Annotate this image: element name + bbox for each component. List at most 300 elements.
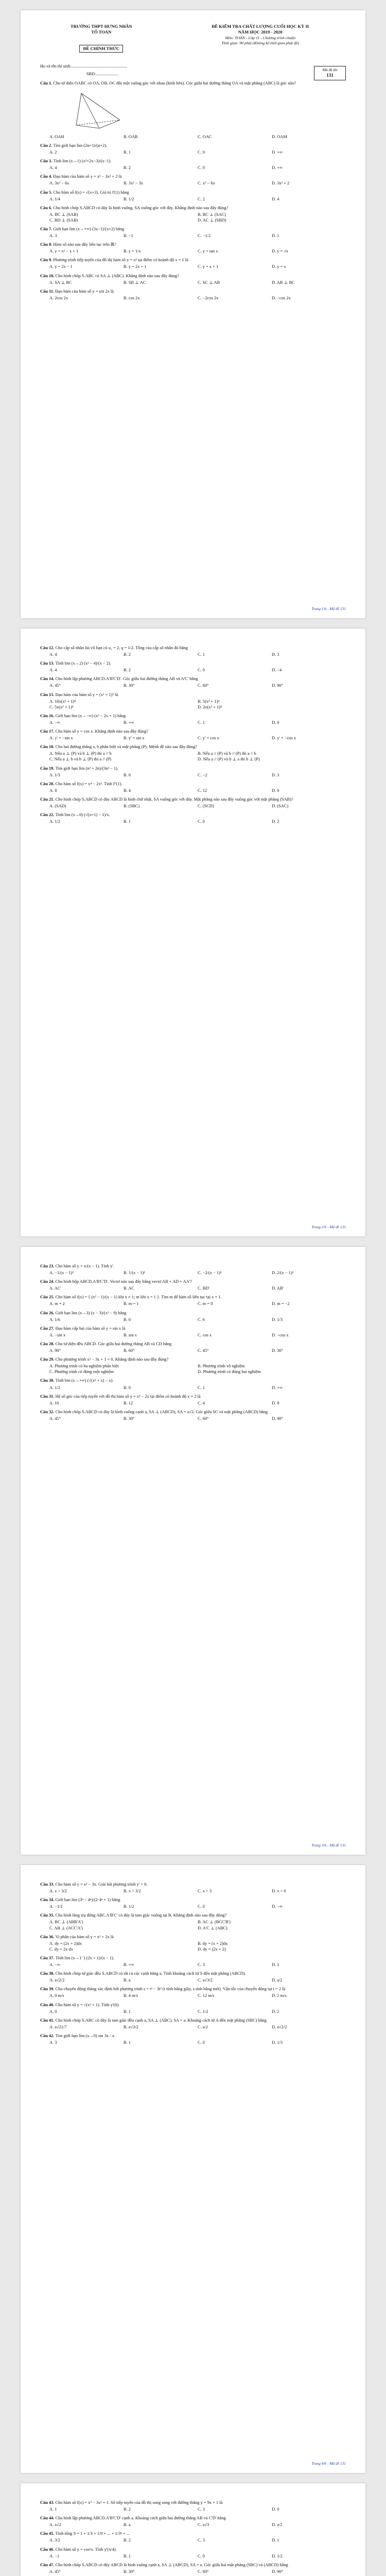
answer-options — [49, 720, 346, 725]
question-number: Câu 8. — [40, 242, 54, 247]
question-stem — [40, 2515, 346, 2521]
answer-option: B. −1 — [124, 233, 133, 239]
answer-option: D. 3 — [272, 772, 279, 777]
answer-option: D. 1/2 — [272, 2553, 283, 2558]
question-stem — [40, 1279, 346, 1284]
answer-option: A. 45° — [49, 1416, 61, 1421]
question — [40, 2002, 346, 2014]
answer-options — [49, 2569, 346, 2574]
answer-option: D. y = x — [272, 264, 286, 269]
answer-option: B. 1 — [124, 150, 131, 155]
question-stem — [40, 226, 346, 232]
answer-option: D. AB ⊥ BC — [272, 280, 295, 285]
answer-option: D. m = −2 — [272, 1301, 290, 1307]
answer-options — [49, 1348, 346, 1353]
question-text: Cho tứ diện đều ABCD. Góc giữa hai đường thẳng AB và CD bằng — [55, 1341, 172, 1346]
answer-option: C. m = 0 — [198, 1301, 213, 1307]
answer-options — [49, 280, 346, 285]
answer-option: B. 2 — [124, 165, 131, 171]
answer-option: C. 6 — [198, 1317, 205, 1322]
question-text: Hệ số góc của tiếp tuyến với đồ thị hàm số y = x³ − 2x tại điểm có hoành độ x = 2 là — [55, 1394, 201, 1399]
question-text: Cho hình chóp S.ABCD có đáy ABCD là hình chữ nhật, SA vuông góc với đáy. Mặt phẳng nào sau đây vuông góc với mặt phẳng (SAB)? — [55, 796, 293, 802]
question-text: Cho hình chóp S.ABCD có đáy là hình vuông, SA vuông góc với đáy. Khẳng định nào sau đây đúng? — [53, 205, 229, 210]
answer-option: C. 12 m/s — [198, 1993, 215, 1998]
answer-option: D. 2 m/s — [272, 1993, 287, 1998]
question-number: Câu 6. — [40, 205, 54, 210]
answer-options — [49, 683, 346, 688]
answer-option: B. 2 — [124, 2538, 131, 2543]
question-number: Câu 21. — [40, 796, 56, 802]
question-stem — [40, 1378, 346, 1383]
answer-options — [49, 2009, 346, 2014]
answer-option: B. 0 — [124, 1385, 131, 1390]
answer-option: D. 3x² + 2 — [272, 181, 290, 186]
answer-option: D. (SAC) — [272, 803, 289, 808]
answer-option: C. 4 — [198, 1400, 205, 1405]
answer-option: D. AC ⊥ (SBD) — [198, 217, 226, 223]
question-text: Cho hai đường thẳng a, b phân biệt và mặt phẳng (P). Mệnh đề nào sau đây đúng? — [55, 744, 197, 750]
answer-option: A. SA ⊥ BC — [49, 280, 72, 285]
answer-options — [49, 819, 346, 824]
answer-options — [49, 1301, 346, 1307]
answer-option: B. y' = sin x — [124, 736, 145, 741]
question-number: Câu 38. — [40, 1971, 56, 1976]
question — [40, 2531, 346, 2543]
answer-option: B. +∞ — [124, 1962, 134, 1968]
answer-options — [49, 149, 346, 155]
question-number: Câu 35. — [40, 1913, 56, 1918]
exam-code-label: Mã đề thi — [322, 67, 338, 72]
exam-title: ĐỀ KIỂM TRA CHẤT LƯỢNG CUỐI HỌC KỲ II — [212, 24, 309, 29]
question-stem — [40, 660, 346, 666]
answer-option: D. −4 — [272, 668, 282, 673]
answer-option: B. a — [124, 2522, 131, 2528]
question — [40, 1294, 346, 1307]
question-text: Tính tổng S = 1 + 1/3 + 1/9 + ... + 1/3ⁿ + ... — [55, 2531, 130, 2536]
answer-option: A. 10x(x² + 1)⁴ — [49, 699, 76, 704]
question-text: Cho phương trình x³ − 3x + 1 = 0. Khẳng định nào sau đây đúng? — [55, 1357, 169, 1362]
question-text: Cho hình chóp S.ABC có đáy là tam giác đều cạnh a, SA ⊥ (ABC), SA = a. Khoảng cách từ A đến mặt phẳng (SBC) bằng — [55, 2018, 267, 2023]
question-text: Hàm số nào sau đây liên tục trên ℝ? — [53, 242, 116, 247]
question-text: Cho hình chóp tứ giác đều S.ABCD có tất cả các cạnh bằng a. Tính khoảng cách từ S đến mặt phẳng (ABCD). — [55, 1971, 246, 1976]
answer-option: C. 45° — [198, 1348, 209, 1353]
answer-option: A. −∞ — [49, 1962, 60, 1968]
answer-options — [49, 1977, 346, 1983]
question-text: Cho hàm số f(x) = x⁴ − 2x². Tính f''(1). — [55, 781, 122, 786]
question-text: Cho hàm số y = cos²x. Tính y'(π/4). — [55, 2547, 117, 2552]
answer-option: C. 0 — [198, 819, 205, 824]
answer-options — [49, 803, 346, 809]
answer-option: C. AB ⊥ (ACC'A') — [49, 1925, 83, 1930]
answer-option: B. x < 3/2 — [124, 1889, 141, 1894]
answer-option: A. Phương trình có ba nghiệm phân biệt — [49, 1364, 119, 1369]
question — [40, 2547, 346, 2559]
answer-option: B. AC ⊥ (BCC'B') — [198, 1920, 231, 1925]
question — [40, 781, 346, 793]
answer-options — [49, 735, 346, 741]
exam-page-5 — [21, 2483, 365, 2576]
answer-option: D. 0 — [272, 788, 279, 793]
question-text: Tính lim (x→2) (x² − 4)/(x − 2). — [55, 661, 111, 666]
question-number: Câu 40. — [40, 2002, 56, 2007]
answer-option: B. 2 — [124, 652, 131, 657]
answer-options — [49, 772, 346, 778]
question-stem — [40, 242, 346, 247]
question-stem — [40, 1394, 346, 1399]
answer-option: D. y' = −cos x — [272, 736, 296, 741]
question — [40, 728, 346, 741]
question — [40, 660, 346, 673]
answer-option: B. 0 — [124, 1317, 131, 1322]
answer-option: B. Nếu a // (P) và b // (P) thì a // b — [198, 751, 256, 756]
question-number: Câu 1. — [40, 80, 54, 86]
answer-options — [49, 788, 346, 793]
answer-option: C. 60° — [198, 683, 209, 688]
answer-option: B. 1 — [124, 2040, 131, 2045]
answer-option: D. AB' — [272, 1286, 284, 1291]
answer-option: B. Phương trình vô nghiệm — [198, 1364, 245, 1369]
answer-option: A. 10 — [49, 1400, 59, 1405]
question-text: Cho hình lăng trụ đứng ABC.A'B'C' có đáy là tam giác vuông tại B. Khẳng định nào sau đây đúng? — [55, 1913, 227, 1918]
answer-options — [49, 1941, 346, 1952]
answer-option: B. +∞ — [124, 720, 134, 725]
answer-option: D. 0 — [272, 720, 279, 725]
candidate-name-line: Họ và tên thí sinh:..................................................... — [40, 64, 127, 69]
question-text: Cho chuyển động thẳng xác định bởi phương trình s = t³ − 3t² (t tính bằng giây, s tính bằng mét). Vận tốc của chuyển động tại t = 2 là — [55, 1987, 286, 1992]
question-stem — [40, 1294, 346, 1300]
answer-option: A. 2 — [49, 150, 57, 155]
question-stem — [40, 1912, 346, 1918]
question — [40, 1986, 346, 1998]
answer-option: B. 1/(x − 1)² — [124, 1270, 145, 1276]
question-text: Tìm giới hạn lim (n² + 2n)/(3n² − 1). — [55, 766, 118, 771]
question — [40, 1357, 346, 1375]
question-text: Tìm giới hạn lim (x→0) sin 3x / x. — [55, 2033, 115, 2038]
answer-option: B. SB ⊥ AC — [124, 280, 146, 285]
question — [40, 257, 346, 269]
question-number: Câu 46. — [40, 2547, 56, 2552]
answer-options — [49, 134, 346, 140]
question-text: Cho hàm số f(x) = { (x² − 1)/(x − 1) khi x ≠ 1; m khi x = 1 }. Tìm m để hàm số liên tục tại x = 1. — [55, 1295, 222, 1300]
answer-options — [49, 212, 346, 223]
question-stem — [40, 692, 346, 698]
answer-option: B. dy = (x + 2)dx — [198, 1941, 228, 1946]
answer-options — [49, 1317, 346, 1323]
answer-option: B. 12 — [124, 1400, 133, 1405]
answer-options — [49, 2506, 346, 2512]
answer-option: A. −1/2 — [49, 1904, 63, 1909]
official-label: ĐỀ CHÍNH THỨC — [79, 45, 123, 53]
question-text: Giới hạn lim (3ⁿ − 4ⁿ)/(2·4ⁿ + 1) bằng — [55, 1897, 120, 1903]
question-text: Cho hình lập phương ABCD.A'B'C'D'. Góc giữa hai đường thẳng AB và A'C' bằng — [55, 676, 198, 682]
question-text: Giới hạn lim (x→3) (x − 3)/(x² − 9) bằng — [55, 1310, 127, 1315]
answer-option: A. 3 — [49, 233, 57, 239]
answer-option: B. OAB — [124, 134, 138, 139]
question — [40, 174, 346, 186]
answer-option: B. 60° — [124, 1348, 135, 1353]
question-number: Câu 5. — [40, 190, 54, 195]
answer-option: A. BC ⊥ (SAB) — [49, 212, 78, 217]
question-stem — [40, 143, 346, 148]
question-number: Câu 12. — [40, 646, 56, 650]
question-number: Câu 37. — [40, 1955, 56, 1960]
answer-option: C. 1 — [198, 652, 205, 657]
question — [40, 766, 346, 778]
question-list — [40, 1263, 346, 1421]
question-text: Tìm giới hạn lim (2n+1)/(n+2). — [53, 143, 108, 148]
answer-option: A. 4 — [49, 668, 57, 673]
question-number: Câu 20. — [40, 781, 56, 786]
answer-option: D. 90° — [272, 683, 283, 688]
answer-option: D. a√2/2 — [272, 2024, 287, 2029]
question-text: Cho hình chóp S.ABCD có đáy ABCD là hình vuông cạnh a, SA ⊥ (ABCD), SA = a. Góc giữa hai mặt phẳng (SBC) và (ABCD) bằng — [55, 2562, 288, 2567]
question-text: Cho cấp số nhân lùi vô hạn có u₁ = 2, q = 1/2. Tổng của cấp số nhân đó bằng — [55, 646, 188, 650]
answer-option: A. a√2/2 — [49, 1978, 65, 1983]
answer-option: D. +∞ — [272, 1385, 283, 1390]
exam-header — [40, 24, 346, 53]
question-stem — [40, 1882, 346, 1887]
question-number: Câu 32. — [40, 1409, 56, 1414]
question-stem — [40, 158, 346, 164]
answer-option: C. Nếu a ⊥ b và b ⊥ (P) thì a // (P) — [49, 757, 112, 762]
question — [40, 80, 346, 140]
question-text: Cho tứ diện OABC có OA, OB, OC đôi một vuông góc với nhau (hình bên). Góc giữa hai đường thẳng OA và mặt phẳng (ABC) là góc nào? — [53, 80, 296, 86]
question-text: Vi phân của hàm số y = x² + 2x là — [55, 1934, 114, 1939]
question-stem — [40, 1357, 346, 1362]
answer-option: C. 3 — [198, 2538, 205, 2543]
answer-option: B. 2 — [124, 668, 131, 673]
question-stem — [40, 1955, 346, 1961]
answer-option: A. y' = −sin x — [49, 736, 73, 741]
answer-option: C. 12 — [198, 788, 207, 793]
question-stem — [40, 2500, 346, 2505]
answer-options — [49, 2537, 346, 2543]
answer-option: A. 45° — [49, 683, 61, 688]
question — [40, 1934, 346, 1952]
question-stem — [40, 1263, 346, 1269]
tetrahedron-figure — [71, 89, 128, 130]
question-list — [40, 80, 346, 301]
question — [40, 1310, 346, 1323]
answer-option: B. 30° — [124, 2569, 135, 2574]
answer-options — [49, 1993, 346, 1998]
question — [40, 1326, 346, 1338]
question-stem — [40, 645, 346, 651]
subject: Môn: TOÁN - Lớp 11 - Chương trình chuẩn — [225, 35, 295, 40]
answer-options — [49, 165, 346, 171]
question — [40, 1882, 346, 1894]
answer-option: B. a — [124, 1978, 131, 1983]
question — [40, 1394, 346, 1406]
question-stem — [40, 2018, 346, 2023]
answer-option: A. 1 — [49, 2507, 57, 2512]
question-number: Câu 23. — [40, 1264, 56, 1268]
answer-option: D. 30° — [272, 1348, 283, 1353]
question-text: Cho hàm số y = x/(x − 1). Tính y'. — [55, 1264, 114, 1268]
question-stem — [40, 812, 346, 818]
question-text: Cho hình hộp ABCD.A'B'C'D'. Vectơ nào sau đây bằng vectơ AB + AD + AA'? — [55, 1279, 192, 1284]
answer-options — [49, 196, 346, 202]
question — [40, 2500, 346, 2512]
question-text: Cho hình chóp S.ABC có SA ⊥ (ABC). Khẳng định nào sau đây đúng? — [55, 273, 179, 278]
page-footer: Trang 1/6 - Mã đề 131 — [311, 606, 346, 611]
question — [40, 796, 346, 809]
question-text: Cho hàm số f(x) = √(x+3). Giá trị f'(1) bằng — [53, 190, 129, 195]
answer-option: B. (SBC) — [124, 803, 140, 808]
question-text: Cho hàm số f(x) = x³ − 3x² + 1. Số tiếp tuyến của đồ thị song song với đường thẳng y = 9x + 1 là — [55, 2500, 223, 2505]
answer-option: A. 2cos 2x — [49, 295, 68, 300]
question-number: Câu 42. — [40, 2033, 56, 2038]
answer-option: B. 2 — [124, 2507, 131, 2512]
question-stem — [40, 2547, 346, 2552]
answer-option: B. sin x — [124, 1332, 137, 1337]
answer-option: A. 90° — [49, 1348, 61, 1353]
question-number: Câu 9. — [40, 258, 54, 263]
answer-option: B. 1/2 — [124, 1904, 134, 1909]
question-stem — [40, 2531, 346, 2536]
answer-option: A. 4 — [49, 652, 57, 657]
answer-option: C. 0 — [198, 150, 205, 155]
question-stem — [40, 713, 346, 719]
answer-option: B. 1 — [124, 819, 131, 824]
question-stem — [40, 174, 346, 179]
answer-option: A. BC ⊥ (ABB'A') — [49, 1920, 83, 1925]
answer-option: A. 1/2 — [49, 819, 60, 824]
question-text: Giới hạn lim (x→−∞) (x³ − 2x + 1) bằng — [55, 713, 126, 718]
answer-option: C. 1 — [198, 720, 205, 725]
answer-option: A. 1/2 — [49, 1385, 60, 1390]
answer-option: C. SC ⊥ AB — [198, 280, 220, 285]
question-stem — [40, 2033, 346, 2039]
answer-option: C. Phương trình có đúng một nghiệm — [49, 1369, 114, 1375]
answer-option: D. Nếu a // (P) và b ⊥ a thì b ⊥ (P) — [198, 757, 260, 762]
answer-option: A. y = x³ − x + 1 — [49, 249, 79, 254]
answer-options — [49, 1904, 346, 1909]
question-stem — [40, 2562, 346, 2568]
question-text: Tính lim (x→1) (x²+2x−3)/(x−1). — [53, 159, 112, 164]
question-stem — [40, 1409, 346, 1415]
question-list — [40, 2500, 346, 2576]
answer-option: D. 1 — [272, 1962, 279, 1968]
question-list — [40, 1882, 346, 2045]
question — [40, 1971, 346, 1983]
answer-option: A. −1/(x − 1)² — [49, 1270, 74, 1276]
answer-option: D. 3 — [272, 652, 279, 657]
question-number: Câu 13. — [40, 661, 56, 666]
answer-option: B. AC — [124, 1286, 134, 1291]
question — [40, 812, 346, 824]
answer-option: C. OAC — [198, 134, 212, 139]
answer-options — [49, 652, 346, 657]
question-text: Phương trình tiếp tuyến của đồ thị hàm số y = x² tại điểm có hoành độ x = 1 là — [53, 258, 188, 263]
answer-options — [49, 1363, 346, 1375]
answer-option: D. 1 — [272, 2538, 279, 2543]
question-number: Câu 26. — [40, 1310, 56, 1315]
answer-options — [49, 1962, 346, 1968]
answer-option: A. dy = (2x + 2)dx — [49, 1941, 82, 1946]
answer-option: D. 2x(x² + 1)⁴ — [198, 704, 222, 709]
question-number: Câu 28. — [40, 1341, 56, 1346]
answer-option: C. 0 — [198, 2040, 205, 2045]
question-stem — [40, 1326, 346, 1331]
question-number: Câu 17. — [40, 729, 56, 734]
question-number: Câu 22. — [40, 812, 56, 818]
question-number: Câu 39. — [40, 1987, 56, 1992]
answer-option: C. −1/2 — [198, 233, 211, 239]
question-stem — [40, 676, 346, 682]
question-number: Câu 24. — [40, 1279, 56, 1284]
exam-time: Thời gian: 90 phút (Không kể thời gian phát đề) — [221, 40, 299, 45]
answer-option: D. 8 — [272, 1400, 279, 1405]
question — [40, 289, 346, 301]
question-stem — [40, 728, 346, 734]
question — [40, 242, 346, 254]
question-stem — [40, 766, 346, 771]
question-stem — [40, 2002, 346, 2008]
question-stem — [40, 273, 346, 279]
question-number: Câu 29. — [40, 1357, 56, 1362]
question-stem — [40, 205, 346, 211]
question-text: Đạo hàm của hàm số y = x³ − 3x² + 2 là — [53, 174, 122, 179]
answer-option: B. y = 1/x — [124, 249, 141, 254]
question-number: Câu 3. — [40, 159, 54, 164]
answer-options — [49, 1888, 346, 1894]
answer-option: A. 1/4 — [49, 196, 60, 201]
answer-option: A. m = 2 — [49, 1301, 65, 1307]
answer-option: C. 2 — [198, 196, 205, 201]
question-number: Câu 11. — [40, 289, 56, 294]
page-footer: Trang 2/6 - Mã đề 131 — [311, 1225, 346, 1229]
answer-options — [49, 1400, 346, 1406]
question-stem — [40, 1971, 346, 1976]
question-stem — [40, 1986, 346, 1992]
question — [40, 1897, 346, 1909]
answer-option: B. 1 — [124, 2009, 131, 2014]
question — [40, 1341, 346, 1353]
answer-option: A. 0 — [49, 2009, 57, 2014]
answer-option: D. a/2 — [272, 1978, 283, 1983]
answer-option: D. 0 — [272, 2507, 279, 2512]
answer-option: C. 0 — [198, 1904, 205, 1909]
question-number: Câu 15. — [40, 692, 56, 697]
answer-option: C. y = tan x — [198, 249, 218, 254]
answer-option: A. 4 — [49, 165, 57, 171]
question-stem — [40, 257, 346, 263]
answer-option: A. 1/3 — [49, 772, 60, 777]
answer-option: A. 3x² − 6x — [49, 181, 69, 186]
answer-option: B. 3x² − 3x — [124, 181, 143, 186]
answer-option: C. 1 — [198, 1385, 205, 1390]
question-stem — [40, 190, 346, 195]
question-stem — [40, 1310, 346, 1316]
exam-page-1 — [21, 10, 365, 618]
answer-option: B. 1 — [124, 2553, 131, 2558]
question-number: Câu 44. — [40, 2516, 56, 2521]
answer-option: C. 60° — [198, 2569, 209, 2574]
question-stem — [40, 744, 346, 750]
answer-option: C. −2/(x − 1)² — [198, 1270, 222, 1276]
question-list — [40, 645, 346, 824]
answer-option: C. a√3/2 — [198, 1978, 213, 1983]
answer-option: D. A'C ⊥ (ABC) — [198, 1925, 227, 1930]
answer-option: C. x² − 6x — [198, 181, 215, 186]
exam-page-2 — [21, 629, 365, 1236]
question-text: Đạo hàm cấp hai của hàm số y = sin x là — [55, 1326, 126, 1331]
answer-option: C. 3 — [198, 1962, 205, 1968]
question-text: Tính lim (x→0) (√(x+1) − 1)/x. — [55, 812, 110, 818]
question — [40, 158, 346, 171]
question — [40, 2562, 346, 2574]
